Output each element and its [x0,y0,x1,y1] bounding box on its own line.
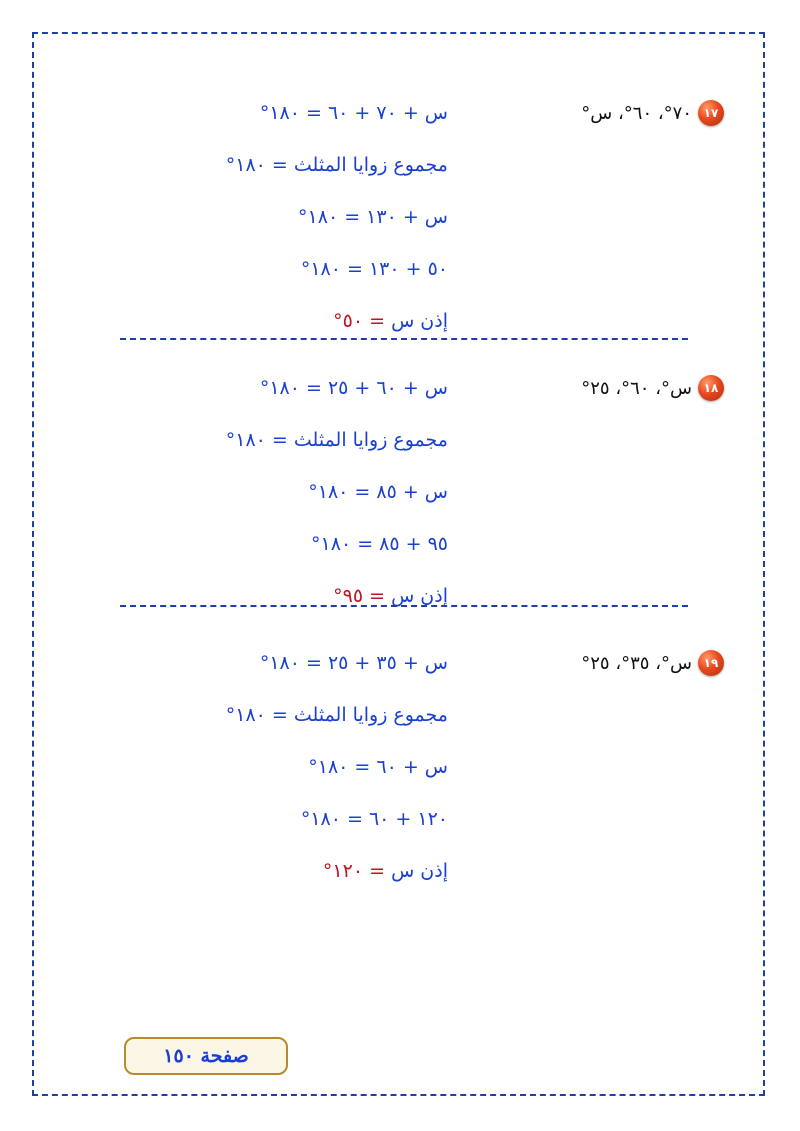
angle-sum-statement: مجموع زوايا المثلث = ١٨٠° [225,154,448,176]
problem-18 [0,355,800,607]
problem-number-badge: ١٨ [698,375,724,401]
problem-header [581,100,724,126]
answer-value: = ١٢٠° [322,860,386,882]
equation-step: س + ١٣٠ = ١٨٠° [298,206,448,228]
problem-header [581,375,724,401]
equation-step: ١٢٠ + ٦٠ = ١٨٠° [300,808,448,830]
equation-step: ٩٥ + ٨٥ = ١٨٠° [311,533,448,555]
equation-step: س + ٣٥ + ٢٥ = ١٨٠° [259,652,448,674]
problem-number-badge: ١٧ [698,100,724,126]
equation-step: س + ٨٥ = ١٨٠° [308,481,448,503]
equation-step: س + ٧٠ + ٦٠ = ١٨٠° [259,102,448,124]
equation-step: ٥٠ + ١٣٠ = ١٨٠° [300,258,448,280]
section-divider [120,338,688,340]
problem-19 [0,630,800,882]
answer-prefix: إذن س [391,310,448,332]
given-angles: ٧٠°، ٦٠°، س° [581,102,692,124]
answer-line [333,308,448,334]
answer-prefix: إذن س [391,585,448,607]
answer-value: = ٥٠° [333,310,386,332]
page-number-label: صفحة ١٥٠ [124,1037,288,1075]
given-angles: س°، ٣٥°، ٢٥° [581,652,692,674]
problem-header [581,650,724,676]
section-divider [120,605,688,607]
answer-prefix: إذن س [391,860,448,882]
angle-sum-statement: مجموع زوايا المثلث = ١٨٠° [225,704,448,726]
angle-sum-statement: مجموع زوايا المثلث = ١٨٠° [225,429,448,451]
answer-line [323,858,448,884]
problem-17 [0,80,800,332]
equation-step: س + ٦٠ = ١٨٠° [308,756,448,778]
answer-value: = ٩٥° [333,585,386,607]
equation-step: س + ٦٠ + ٢٥ = ١٨٠° [259,377,448,399]
problem-number-badge: ١٩ [698,650,724,676]
given-angles: س°، ٦٠°، ٢٥° [581,377,692,399]
